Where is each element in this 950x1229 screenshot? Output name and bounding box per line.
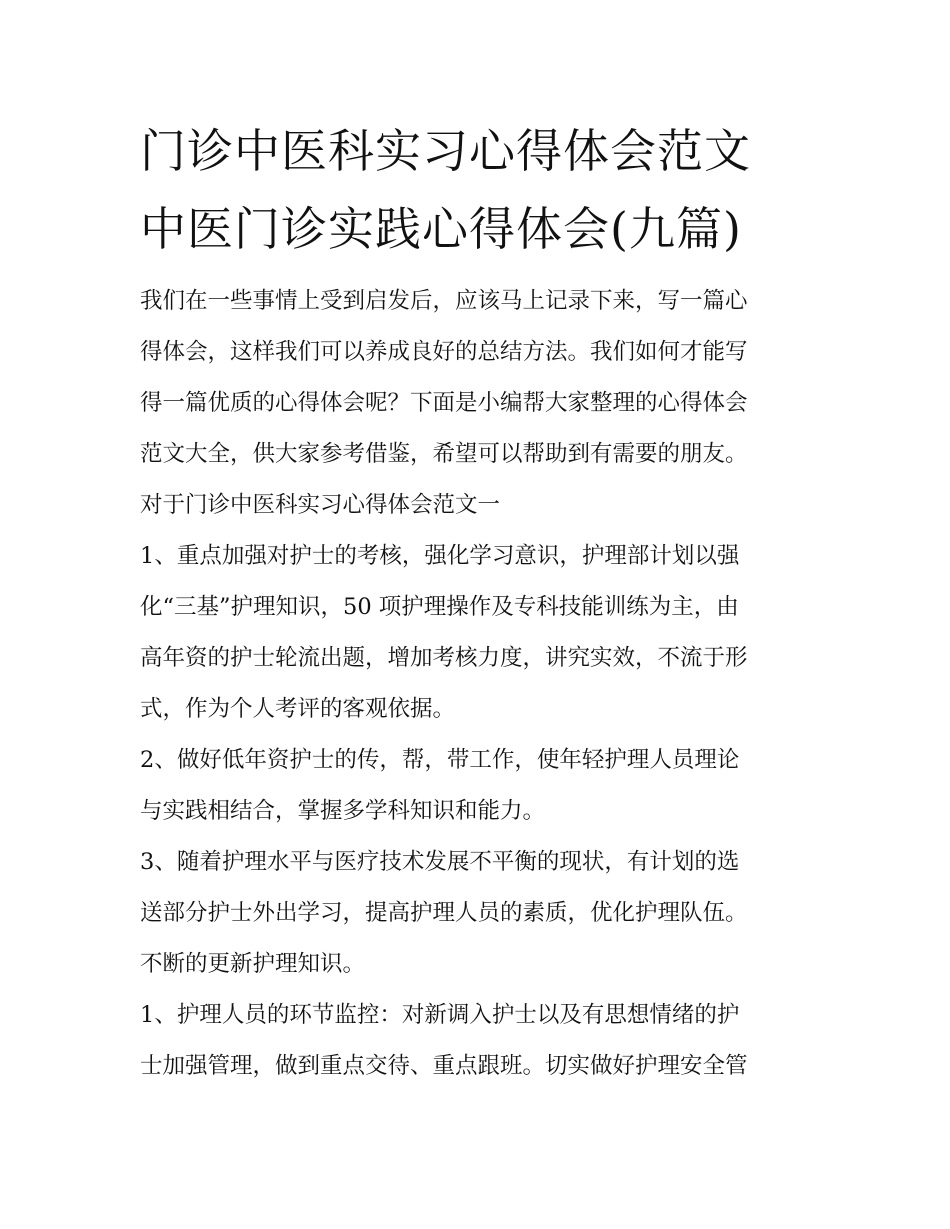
section-heading: 对于门诊中医科实习心得体会范文一 bbox=[140, 492, 501, 518]
paragraph-line: 范文大全，供大家参考借鉴，希望可以帮助到有需要的朋友。 bbox=[140, 441, 748, 467]
paragraph-line: 得一篇优质的心得体会呢？下面是小编帮大家整理的心得体会 bbox=[140, 390, 748, 416]
paragraph-line: 化“三基”护理知识，50 项护理操作及专科技能训练为主，由 bbox=[140, 594, 739, 620]
paragraph-line: 1、护理人员的环节监控：对新调入护士以及有思想情绪的护 bbox=[140, 1002, 740, 1028]
title-line: 中医门诊实践心得体会(九篇) bbox=[140, 202, 742, 256]
paragraph-line: 1、重点加强对护士的考核，强化学习意识，护理部计划以强 bbox=[140, 543, 740, 569]
title-line: 门诊中医科实习心得体会范文 bbox=[140, 124, 751, 178]
paragraph-line: 我们在一些事情上受到启发后，应该马上记录下来，写一篇心 bbox=[140, 288, 748, 314]
paragraph-line: 2、做好低年资护士的传，帮，带工作，使年轻护理人员理论 bbox=[140, 747, 740, 773]
paragraph-line: 士加强管理，做到重点交待、重点跟班。切实做好护理安全管 bbox=[140, 1053, 748, 1079]
document-body bbox=[140, 276, 820, 1092]
paragraph-line: 高年资的护士轮流出题，增加考核力度，讲究实效，不流于形 bbox=[140, 645, 748, 671]
paragraph-line: 送部分护士外出学习，提高护理人员的素质，优化护理队伍。 bbox=[140, 900, 748, 926]
document-title bbox=[140, 112, 820, 268]
paragraph-line: 得体会，这样我们可以养成良好的总结方法。我们如何才能写 bbox=[140, 339, 748, 365]
paragraph-line: 3、随着护理水平与医疗技术发展不平衡的现状，有计划的选 bbox=[140, 849, 740, 875]
paragraph-line: 式，作为个人考评的客观依据。 bbox=[140, 696, 456, 722]
paragraph-line: 与实践相结合，掌握多学科知识和能力。 bbox=[140, 798, 546, 824]
paragraph-line: 不断的更新护理知识。 bbox=[140, 951, 366, 977]
